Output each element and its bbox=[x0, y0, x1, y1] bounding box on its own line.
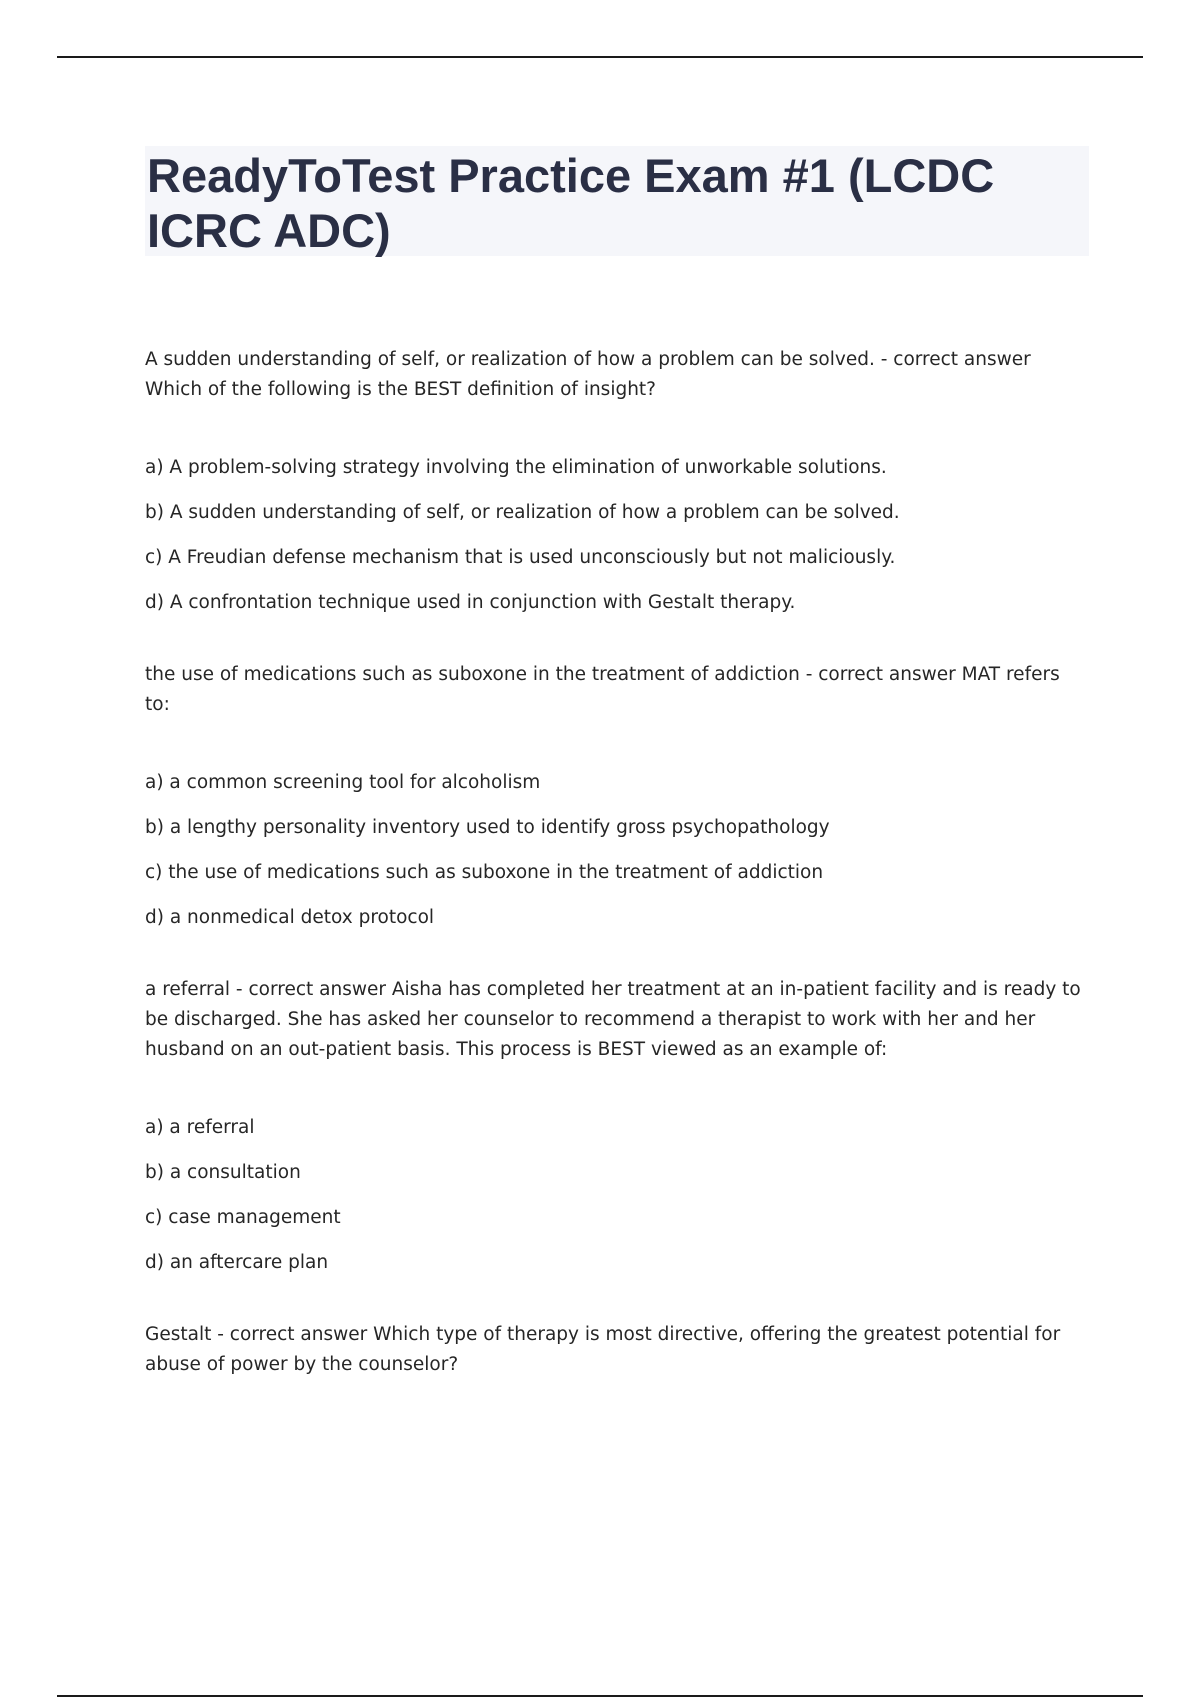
title-banner bbox=[145, 146, 1089, 256]
answer-option-b: b) a lengthy personality inventory used to identify gross psychopathology bbox=[145, 817, 830, 838]
question-text: the use of medications such as suboxone in the treatment of addiction - correct answer MAT refers to: bbox=[145, 664, 1060, 715]
top-divider bbox=[57, 56, 1143, 58]
question-text: a referral - correct answer Aisha has completed her treatment at an in-patient facility and is ready to be discharged. She has asked her counselor to recommend a therapist to work with her and her husband on an out-patient basis. This process is BEST viewed as an example of: bbox=[145, 979, 1081, 1060]
question-block-3 bbox=[145, 975, 1090, 1278]
answer-options bbox=[145, 453, 1090, 618]
answer-option-c: c) the use of medications such as suboxone in the treatment of addiction bbox=[145, 862, 824, 883]
exam-content bbox=[145, 345, 1090, 1380]
answer-option-a: a) a referral bbox=[145, 1117, 255, 1138]
answer-option-d: d) an aftercare plan bbox=[145, 1252, 329, 1273]
answer-option-b: b) a consultation bbox=[145, 1162, 301, 1183]
answer-option-d: d) a nonmedical detox protocol bbox=[145, 907, 435, 928]
question-block-1 bbox=[145, 345, 1090, 618]
answer-options bbox=[145, 1113, 1090, 1278]
question-text: A sudden understanding of self, or realization of how a problem can be solved. - correct answer Which of the following is the BEST definition of insight? bbox=[145, 349, 1031, 400]
answer-option-b: b) A sudden understanding of self, or realization of how a problem can be solved. bbox=[145, 502, 900, 523]
question-block-2 bbox=[145, 660, 1090, 933]
answer-option-d: d) A confrontation technique used in conjunction with Gestalt therapy. bbox=[145, 592, 796, 613]
answer-options bbox=[145, 768, 1090, 933]
answer-option-c: c) case management bbox=[145, 1207, 341, 1228]
answer-option-a: a) A problem-solving strategy involving the elimination of unworkable solutions. bbox=[145, 457, 887, 478]
question-text: Gestalt - correct answer Which type of therapy is most directive, offering the greatest potential for abuse of power by the counselor? bbox=[145, 1324, 1061, 1375]
answer-option-a: a) a common screening tool for alcoholism bbox=[145, 772, 541, 793]
question-block-4 bbox=[145, 1320, 1090, 1380]
bottom-divider bbox=[57, 1695, 1143, 1697]
page-title: ReadyToTest Practice Exam #1 (LCDC ICRC ADC) bbox=[147, 149, 995, 257]
answer-option-c: c) A Freudian defense mechanism that is used unconsciously but not maliciously. bbox=[145, 547, 896, 568]
